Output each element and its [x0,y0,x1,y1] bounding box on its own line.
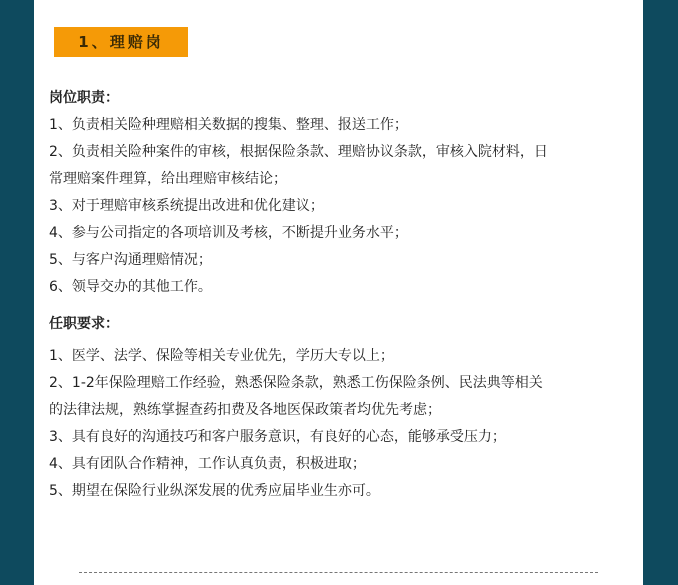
duties-heading: 岗位职责： [49,90,119,106]
requirement-line: 1、医学、法学、保险等相关专业优先，学历大专以上； [49,348,394,364]
requirement-line: 2、1-2年保险理赔工作经验，熟悉保险条款，熟悉工伤保险条例、民法典等相关 [49,375,543,391]
duty-line: 2、负责相关险种案件的审核，根据保险条款、理赔协议条款，审核入院材料，日 [49,144,548,160]
dashed-divider [79,572,598,573]
duty-line: 3、对于理赔审核系统提出改进和优化建议； [49,198,324,214]
requirement-line: 4、具有团队合作精神，工作认真负责，积极进取； [49,456,366,472]
duty-line: 常理赔案件理算，给出理赔审核结论； [49,171,287,187]
requirement-line: 5、期望在保险行业纵深发展的优秀应届毕业生亦可。 [49,483,380,499]
duty-line: 5、与客户沟通理赔情况； [49,252,212,268]
duty-line: 4、参与公司指定的各项培训及考核，不断提升业务水平； [49,225,408,241]
duty-line: 6、领导交办的其他工作。 [49,279,212,295]
duty-line: 1、负责相关险种理赔相关数据的搜集、整理、报送工作； [49,117,408,133]
requirement-line: 的法律法规，熟练掌握查药扣费及各地医保政策者均优先考虑； [49,402,441,418]
job-title-badge: 1、理赔岗 [54,27,188,57]
job-description [49,85,629,505]
requirement-line: 3、具有良好的沟通技巧和客户服务意识，有良好的心态，能够承受压力； [49,429,506,445]
job-card [34,0,643,585]
requirements-heading: 任职要求： [49,316,119,332]
